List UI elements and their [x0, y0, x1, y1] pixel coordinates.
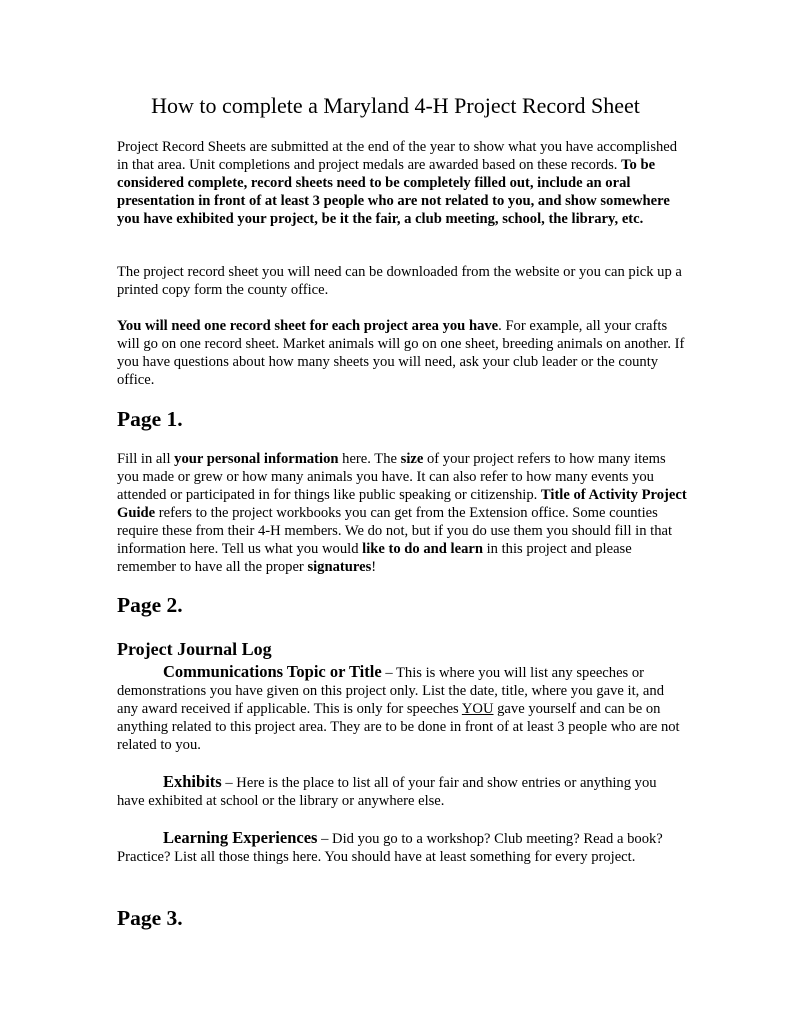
document-title: How to complete a Maryland 4-H Project Record Sheet [151, 93, 640, 118]
page1-bold: Title of Activity Project Guide [117, 487, 687, 521]
learning-experiences-paragraph [117, 829, 687, 866]
intro-paragraph-3 [117, 317, 687, 389]
learning-experiences-text: – Did you go to a workshop? Club meeting? Read a book? Practice? List all those things here. You should have at least something for every project. [117, 831, 663, 865]
page1-text: refers to the project workbooks you can get from the Extension office. Some counties require these from their 4-H members. We do not, but if you do use them you should fill in that information here. Tell us what you would [117, 505, 673, 557]
communications-paragraph [117, 663, 687, 754]
communications-text: gave yourself and can be on anything related to this project area. They are to be done in front of at least 3 people who are not related to you. [117, 701, 680, 753]
page1-bold: like to do and learn [362, 541, 483, 557]
page1-heading: Page 1. [117, 407, 183, 431]
communications-underlined: YOU [461, 701, 494, 717]
exhibits-text: – Here is the place to list all of your fair and show entries or anything you have exhibited at school or the library or anywhere else. [117, 775, 657, 809]
exhibits-paragraph [117, 773, 687, 810]
intro-text: Project Record Sheets are submitted at the end of the year to show what you have accomplished in that area. Unit completions and project medals are awarded based on these records. [117, 139, 678, 173]
page1-text: Fill in all [117, 451, 175, 467]
intro-bold-one-sheet: You will need one record sheet for each project area you have [117, 318, 499, 334]
page1-bold: signatures [307, 559, 372, 575]
page1-bold: size [400, 451, 424, 467]
exhibits-subheading: Exhibits [163, 772, 222, 791]
page2-heading: Page 2. [117, 593, 183, 617]
intro-paragraph-2: The project record sheet you will need can be downloaded from the website or you can pick up a printed copy form the county office. [117, 264, 682, 298]
page3-heading: Page 3. [117, 906, 183, 930]
page1-text: here. The [338, 451, 401, 467]
intro-bold-requirement: To be considered complete, record sheets need to be completely filled out, include an oral presentation in front of at least 3 people who are not related to you, and show somewhere you have exhibited your project, be it the fair, a club meeting, school, the library, etc. [117, 157, 670, 227]
page1-text: ! [371, 559, 377, 575]
communications-subheading: Communications Topic or Title [163, 662, 382, 681]
page1-text: of your project refers to how many items you made or grew or how many animals you have. It can also refer to how many events you attended or participated in for things like public speaking or citizenship. [117, 451, 666, 503]
communications-text: – This is where you will list any speeches or demonstrations you have given on this project only. List the date, title, where you gave it, and any award received if applicable. This is only for speeches [117, 665, 665, 717]
intro-text: . For example, all your crafts will go on one record sheet. Market animals will go on one sheet, breeding animals on another. If you have questions about how many sheets you will need, ask your club leader or the county office. [117, 318, 685, 388]
intro-paragraph-1 [117, 138, 687, 228]
page1-bold: your personal information [174, 451, 339, 467]
project-journal-log-heading: Project Journal Log [117, 639, 272, 659]
page1-paragraph [117, 450, 687, 576]
learning-experiences-subheading: Learning Experiences [163, 828, 318, 847]
page1-text: in this project and please remember to have all the proper [117, 541, 632, 575]
